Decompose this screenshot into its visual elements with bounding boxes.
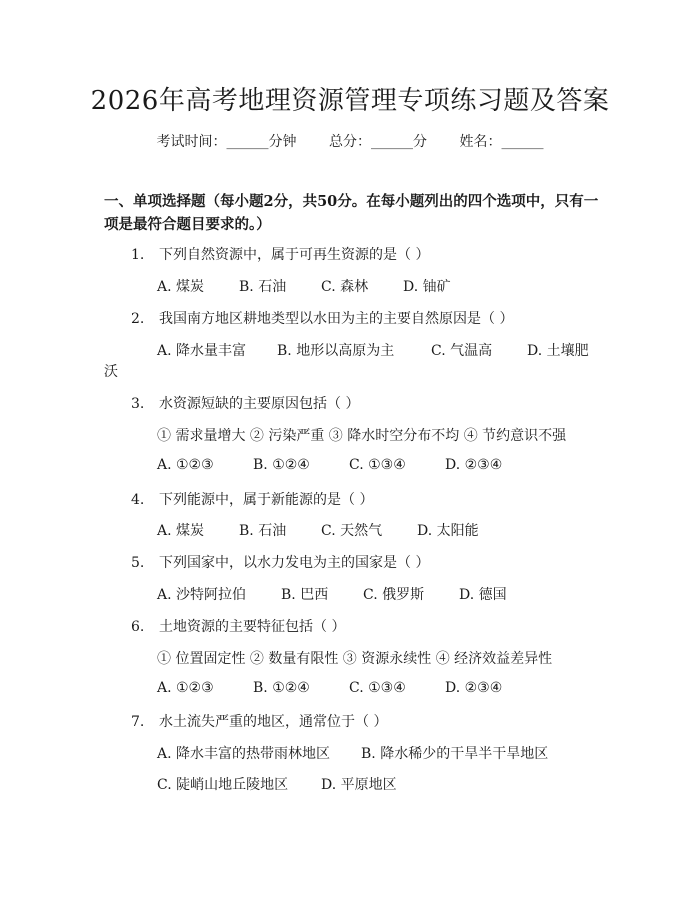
question-number: 4. — [131, 492, 145, 508]
question-stem: 水土流失严重的地区，通常位于（ ） — [159, 714, 388, 730]
option-b: B. 石油 — [239, 523, 287, 539]
question-1-options — [157, 276, 451, 296]
question-stem: 下列自然资源中，属于可再生资源的是（ ） — [159, 247, 430, 263]
question-5 — [131, 552, 429, 572]
question-stem: 水资源短缺的主要原因包括（ ） — [159, 396, 360, 412]
question-6-options — [157, 680, 502, 696]
page-title: 2026年高考地理资源管理专项练习题及答案 — [90, 86, 610, 116]
option-a: A. 煤炭 — [157, 523, 205, 539]
option-d: D. ②③④ — [445, 680, 503, 696]
option-c: C. 森林 — [321, 279, 369, 295]
option-c: C. 陡峭山地丘陵地区 — [157, 777, 289, 793]
question-2 — [131, 308, 513, 328]
option-a: A. 降水丰富的热带雨林地区 — [157, 746, 331, 762]
option-b: B. ①②④ — [253, 457, 310, 473]
question-number: 6. — [131, 619, 145, 635]
question-5-options — [157, 584, 507, 604]
option-b: B. 地形以高原为主 — [277, 343, 395, 359]
question-stem: 土地资源的主要特征包括（ ） — [159, 619, 346, 635]
question-stem: 我国南方地区耕地类型以水田为主的主要自然原因是（ ） — [159, 311, 514, 327]
question-number: 1. — [131, 247, 145, 263]
option-d: D. 土壤肥 — [527, 343, 589, 359]
total-score-field: 总分：______分 — [329, 134, 427, 150]
student-name-field: 姓名：______ — [459, 134, 544, 150]
question-1 — [131, 244, 429, 264]
question-number: 7. — [131, 714, 145, 730]
option-d: D. 平原地区 — [321, 777, 397, 793]
exam-info — [0, 131, 700, 151]
question-3-statements: ① 需求量增大 ② 污染严重 ③ 降水时空分布不均 ④ 节约意识不强 — [157, 428, 567, 444]
option-b: B. 巴西 — [281, 587, 329, 603]
option-d: D. 铀矿 — [403, 279, 451, 295]
section-heading: 一、单项选择题（每小题2分，共50分。在每小题列出的四个选项中，只有一项是最符合题目要求的。） — [104, 193, 599, 233]
question-stem: 下列能源中，属于新能源的是（ ） — [159, 492, 374, 508]
option-c: C. ①③④ — [349, 457, 406, 473]
option-c: C. ①③④ — [349, 680, 406, 696]
option-a: A. 煤炭 — [157, 279, 205, 295]
question-6 — [131, 616, 345, 636]
option-b: B. 石油 — [239, 279, 287, 295]
option-d-wrap: 沃 — [104, 364, 118, 380]
option-a: A. ①②③ — [157, 680, 214, 696]
option-a: A. ①②③ — [157, 457, 214, 473]
option-b: B. 降水稀少的干旱半干旱地区 — [361, 746, 549, 762]
option-c: C. 气温高 — [431, 343, 493, 359]
exam-time-field: 考试时间：______分钟 — [156, 134, 297, 150]
option-d: D. ②③④ — [445, 457, 503, 473]
option-c: C. 天然气 — [321, 523, 383, 539]
question-number: 5. — [131, 555, 145, 571]
question-3-options — [157, 457, 502, 473]
option-b: B. ①②④ — [253, 680, 310, 696]
option-a: A. 降水量丰富 — [157, 343, 247, 359]
question-4-options — [157, 520, 479, 540]
question-6-statements: ① 位置固定性 ② 数量有限性 ③ 资源永续性 ④ 经济效益差异性 — [157, 651, 553, 667]
question-2-options — [157, 340, 589, 360]
option-d: D. 德国 — [459, 587, 507, 603]
question-7 — [131, 711, 387, 731]
question-3 — [131, 393, 359, 413]
question-stem: 下列国家中，以水力发电为主的国家是（ ） — [159, 555, 430, 571]
question-4 — [131, 489, 373, 509]
question-number: 3. — [131, 396, 145, 412]
option-c: C. 俄罗斯 — [363, 587, 425, 603]
question-7-options-row2 — [157, 774, 397, 794]
option-d: D. 太阳能 — [417, 523, 479, 539]
question-7-options-row1 — [157, 743, 548, 763]
option-a: A. 沙特阿拉伯 — [157, 587, 247, 603]
question-number: 2. — [131, 311, 145, 327]
